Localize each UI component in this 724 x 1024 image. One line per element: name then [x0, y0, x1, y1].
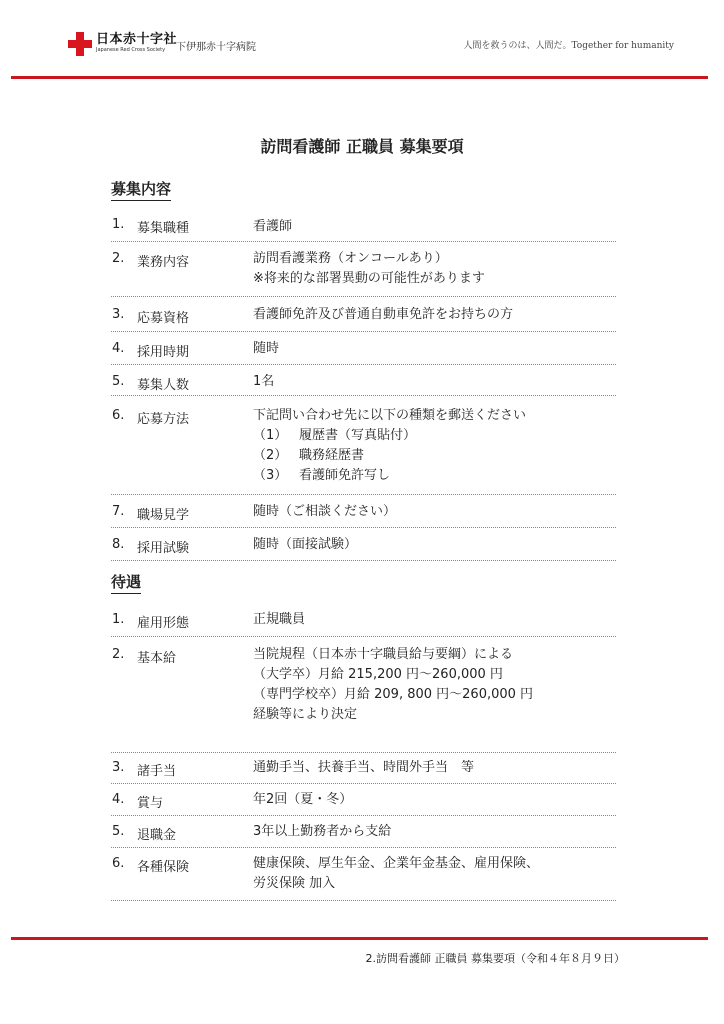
row-content	[253, 758, 474, 778]
treatment-table	[111, 603, 616, 901]
row-text: 経験等により決定	[253, 707, 358, 722]
table-row	[111, 242, 616, 297]
header-divider	[11, 76, 708, 79]
footer-divider	[11, 937, 708, 940]
red-cross-logo	[68, 32, 177, 56]
row-label: 諸手当	[137, 764, 177, 779]
page-header	[68, 28, 674, 64]
row-number: 6.	[112, 856, 125, 871]
red-cross-icon	[68, 32, 92, 56]
row-label: 応募資格	[137, 311, 190, 326]
table-row	[111, 210, 616, 242]
row-content	[253, 305, 513, 325]
slogan: 人間を救うのは、人間だ。Together for humanity	[463, 41, 674, 51]
row-content	[253, 406, 526, 486]
section-heading-treatment: 待遇	[111, 571, 141, 594]
row-number: 2.	[112, 251, 125, 266]
table-row	[111, 637, 616, 753]
row-content	[253, 822, 391, 842]
row-content	[253, 502, 396, 522]
row-content	[253, 610, 305, 630]
row-text: 正規職員	[253, 612, 306, 627]
row-label: 応募方法	[137, 412, 190, 427]
row-text: 随時（ご相談ください）	[253, 504, 397, 519]
list-item-text: 看護師免許写し	[299, 468, 391, 483]
table-row	[111, 495, 616, 528]
row-content	[253, 535, 357, 555]
row-label: 職場見学	[137, 508, 190, 523]
row-number: 2.	[112, 647, 125, 662]
table-row	[111, 848, 616, 901]
row-text: 訪問看護業務（オンコールあり）	[253, 251, 448, 266]
list-item	[253, 446, 526, 466]
table-row	[111, 784, 616, 816]
row-number: 1.	[112, 217, 125, 232]
row-content	[253, 217, 292, 237]
row-content	[253, 645, 533, 725]
list-item	[253, 426, 526, 446]
row-label: 雇用形態	[137, 616, 190, 631]
table-row	[111, 753, 616, 784]
row-label: 募集職種	[137, 221, 190, 236]
row-number: 3.	[112, 307, 125, 322]
list-item-text: 履歴書（写真貼付）	[299, 428, 417, 443]
row-label: 各種保険	[137, 860, 190, 875]
list-item	[253, 466, 526, 486]
row-number: 8.	[112, 537, 125, 552]
recruit-table	[111, 210, 616, 561]
section-heading-recruit: 募集内容	[111, 178, 171, 201]
table-row	[111, 332, 616, 365]
row-content	[253, 372, 274, 392]
row-text: 看護師	[253, 219, 293, 234]
row-label: 退職金	[137, 828, 177, 843]
row-text: （専門学校卒）月給 209, 800 円～260,000 円	[253, 687, 534, 702]
row-content	[253, 854, 539, 894]
table-row	[111, 528, 616, 561]
org-name: 日本赤十字社	[96, 32, 178, 47]
table-row	[111, 603, 616, 637]
hospital-name: 下伊那赤十字病院	[176, 42, 256, 53]
list-item-number: （2）	[253, 448, 288, 463]
org-name-en: Japanese Red Cross Society	[96, 47, 166, 53]
row-content	[253, 339, 279, 359]
row-number: 4.	[112, 341, 125, 356]
row-number: 3.	[112, 760, 125, 775]
list-item-number: （3）	[253, 468, 288, 483]
row-label: 賞与	[137, 796, 164, 811]
row-label: 基本給	[137, 651, 177, 666]
list-item-text: 職務経歴書	[299, 448, 365, 463]
row-number: 6.	[112, 408, 125, 423]
page-title: 訪問看護師 正職員 募集要項	[260, 137, 464, 156]
row-label: 採用時期	[137, 345, 190, 360]
table-row	[111, 816, 616, 848]
row-text: 年2回（夏・冬）	[253, 792, 353, 807]
row-content	[253, 249, 485, 289]
row-label: 募集人数	[137, 378, 190, 393]
row-number: 1.	[112, 612, 125, 627]
row-text: 随時	[253, 341, 280, 356]
row-number: 5.	[112, 374, 125, 389]
row-text: ※将来的な部署異動の可能性があります	[253, 271, 485, 286]
row-label: 業務内容	[137, 255, 190, 270]
table-row	[111, 396, 616, 495]
row-label: 採用試験	[137, 541, 190, 556]
row-text: 健康保険、厚生年金、企業年金基金、雇用保険、	[253, 856, 540, 871]
row-text: 随時（面接試験）	[253, 537, 358, 552]
row-text: 通勤手当、扶養手当、時間外手当 等	[253, 760, 475, 775]
row-number: 7.	[112, 504, 125, 519]
footer-document-id: 2.訪問看護師 正職員 募集要項（令和４年８月９日）	[365, 952, 625, 965]
row-text: 1名	[253, 374, 275, 389]
row-text: （大学卒）月給 215,200 円～260,000 円	[253, 667, 503, 682]
row-text: 労災保険 加入	[253, 876, 336, 891]
row-text: 当院規程（日本赤十字職員給与要綱）による	[253, 647, 514, 662]
row-text: 下記問い合わせ先に以下の種類を郵送ください	[253, 408, 527, 423]
table-row	[111, 365, 616, 396]
row-number: 5.	[112, 824, 125, 839]
table-row	[111, 297, 616, 332]
row-text: 看護師免許及び普通自動車免許をお持ちの方	[253, 307, 514, 322]
row-text: 3年以上勤務者から支給	[253, 824, 392, 839]
row-number: 4.	[112, 792, 125, 807]
row-content	[253, 790, 352, 810]
list-item-number: （1）	[253, 428, 288, 443]
